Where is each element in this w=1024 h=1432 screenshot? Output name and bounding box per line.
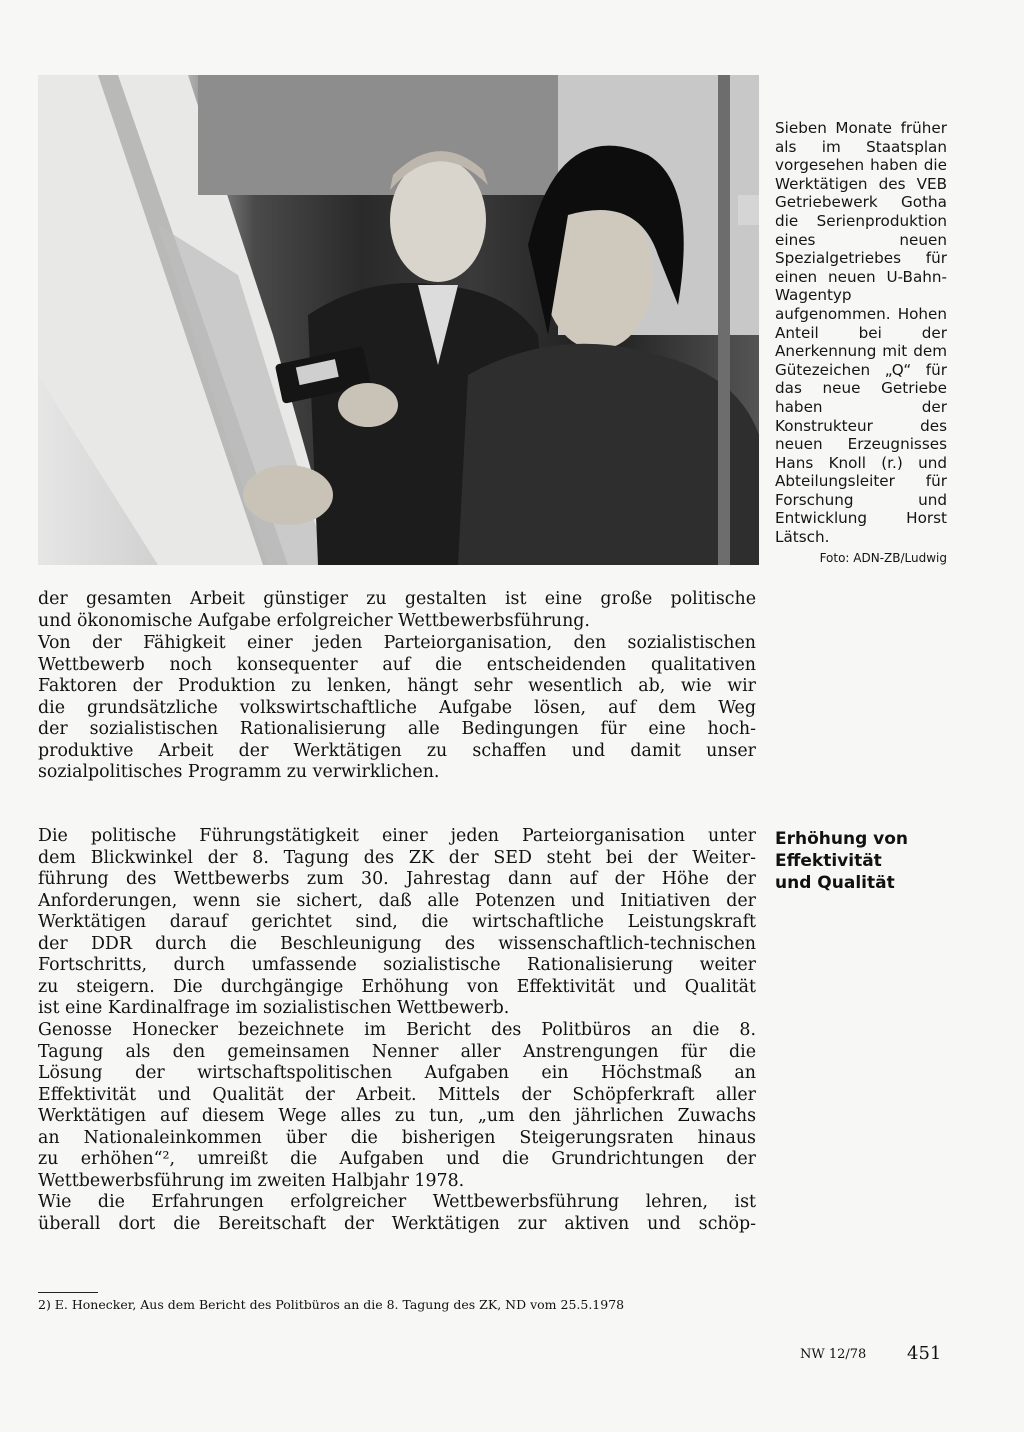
text-line: Wie die Erfahrungen erfolgreicher Wettbewerbsführung lehren, ist [38,1192,756,1212]
photo-credit: Foto: ADN-ZB/Ludwig [819,551,947,565]
side-heading [775,828,975,894]
article-photo [38,75,759,565]
photo-caption [775,119,947,565]
text-line: Die politische Führungstätigkeit einer jeden Parteiorganisation unter [38,826,756,846]
text-line: Wettbewerbsführung im zweiten Halbjahr 1978. [38,1170,465,1191]
footnote-divider [38,1292,98,1293]
footnote: 2) E. Honecker, Aus dem Bericht des Politbüros an die 8. Tagung des ZK, ND vom 25.5.1978 [38,1297,625,1312]
text-line: Effektivität und Qualität der Arbeit. Mittels der Schöpferkraft aller [38,1084,756,1105]
side-heading-line: Erhöhung von [775,829,909,849]
text-line: Faktoren der Produktion zu lenken, hängt sehr wesentlich ab, wie wir [38,676,756,696]
text-line: ist eine Kardinalfrage im sozialistischen Wettbewerb. [38,998,510,1018]
text-line: der gesamten Arbeit günstiger zu gestalten ist eine große politische [38,589,756,609]
text-line: zu erhöhen“², umreißt die Aufgaben und die Grundrichtungen der [38,1149,756,1169]
text-line: der sozialistischen Rationalisierung alle Bedingungen für eine hoch- [38,719,756,739]
issue-label: NW 12/78 [800,1347,867,1362]
text-line: Von der Fähigkeit einer jeden Parteiorganisation, den sozialistischen [38,633,756,653]
caption-text: Sieben Monate früher als im Staatsplan vorgesehen haben die Werktätigen des VEB Getriebewerk Gotha die Serienproduktion eines neuen Spezialgetriebes für einen neuen U-Bahn-Wagentyp aufgenommen. Hohen Anteil bei der Anerkennung mit dem Gütezeichen „Q“ für das neue Getriebe haben der Konstrukteur des neuen Erzeugnisses Hans Knoll (r.) und Abteilungsleiter für Forschung und Entwicklung Horst Lätsch. [775,119,947,547]
side-heading-line: Effektivität [775,851,882,871]
paragraph-4 [38,1020,756,1192]
text-line: überall dort die Bereitschaft der Werktätigen zur aktiven und schöp- [38,1213,756,1234]
paragraph-3 [38,826,756,1020]
text-line: Tagung als den gemeinsamen Nenner aller Anstrengungen für die [38,1041,756,1062]
text-line: Anforderungen, wenn sie sichert, daß alle Potenzen und Initiativen der [38,890,756,911]
text-line: an Nationaleinkommen über die bisherigen Steigerungsraten hinaus [38,1127,756,1148]
text-line: und ökonomische Aufgabe erfolgreicher Wettbewerbsführung. [38,610,590,631]
paragraph-1 [38,589,756,632]
text-line: der DDR durch die Beschleunigung des wissenschaftlich-technischen [38,933,756,954]
text-line: führung des Wettbewerbs zum 30. Jahrestag dann auf der Höhe der [38,869,756,889]
text-line: zu steigern. Die durchgängige Erhöhung von Effektivität und Qualität [38,976,756,997]
paragraph-5 [38,1192,756,1235]
text-line: die grundsätzliche volkswirtschaftliche Aufgabe lösen, auf dem Weg [38,697,756,718]
text-line: Lösung der wirtschaftspolitischen Aufgaben ein Höchstmaß an [38,1063,756,1083]
text-line: Genosse Honecker bezeichnete im Bericht des Politbüros an die 8. [38,1020,756,1040]
text-line: sozialpolitisches Programm zu verwirklichen. [38,762,440,782]
photo-illustration [38,75,759,565]
text-line: Werktätigen auf diesem Wege alles zu tun, „um den jährlichen Zuwachs [38,1106,756,1126]
side-heading-line: und Qualität [775,873,895,893]
text-line: dem Blickwinkel der 8. Tagung des ZK der SED steht bei der Weiter- [38,847,756,868]
text-line: Werktätigen darauf gerichtet sind, die wirtschaftliche Leistungskraft [38,912,756,932]
text-line: produktive Arbeit der Werktätigen zu schaffen und damit unser [38,740,756,761]
page-number: 451 [907,1343,942,1364]
paragraph-2 [38,633,756,784]
text-line: Fortschritts, durch umfassende sozialistische Rationalisierung weiter [38,955,756,975]
text-line: Wettbewerb noch konsequenter auf die entscheidenden qualitativen [38,654,756,675]
